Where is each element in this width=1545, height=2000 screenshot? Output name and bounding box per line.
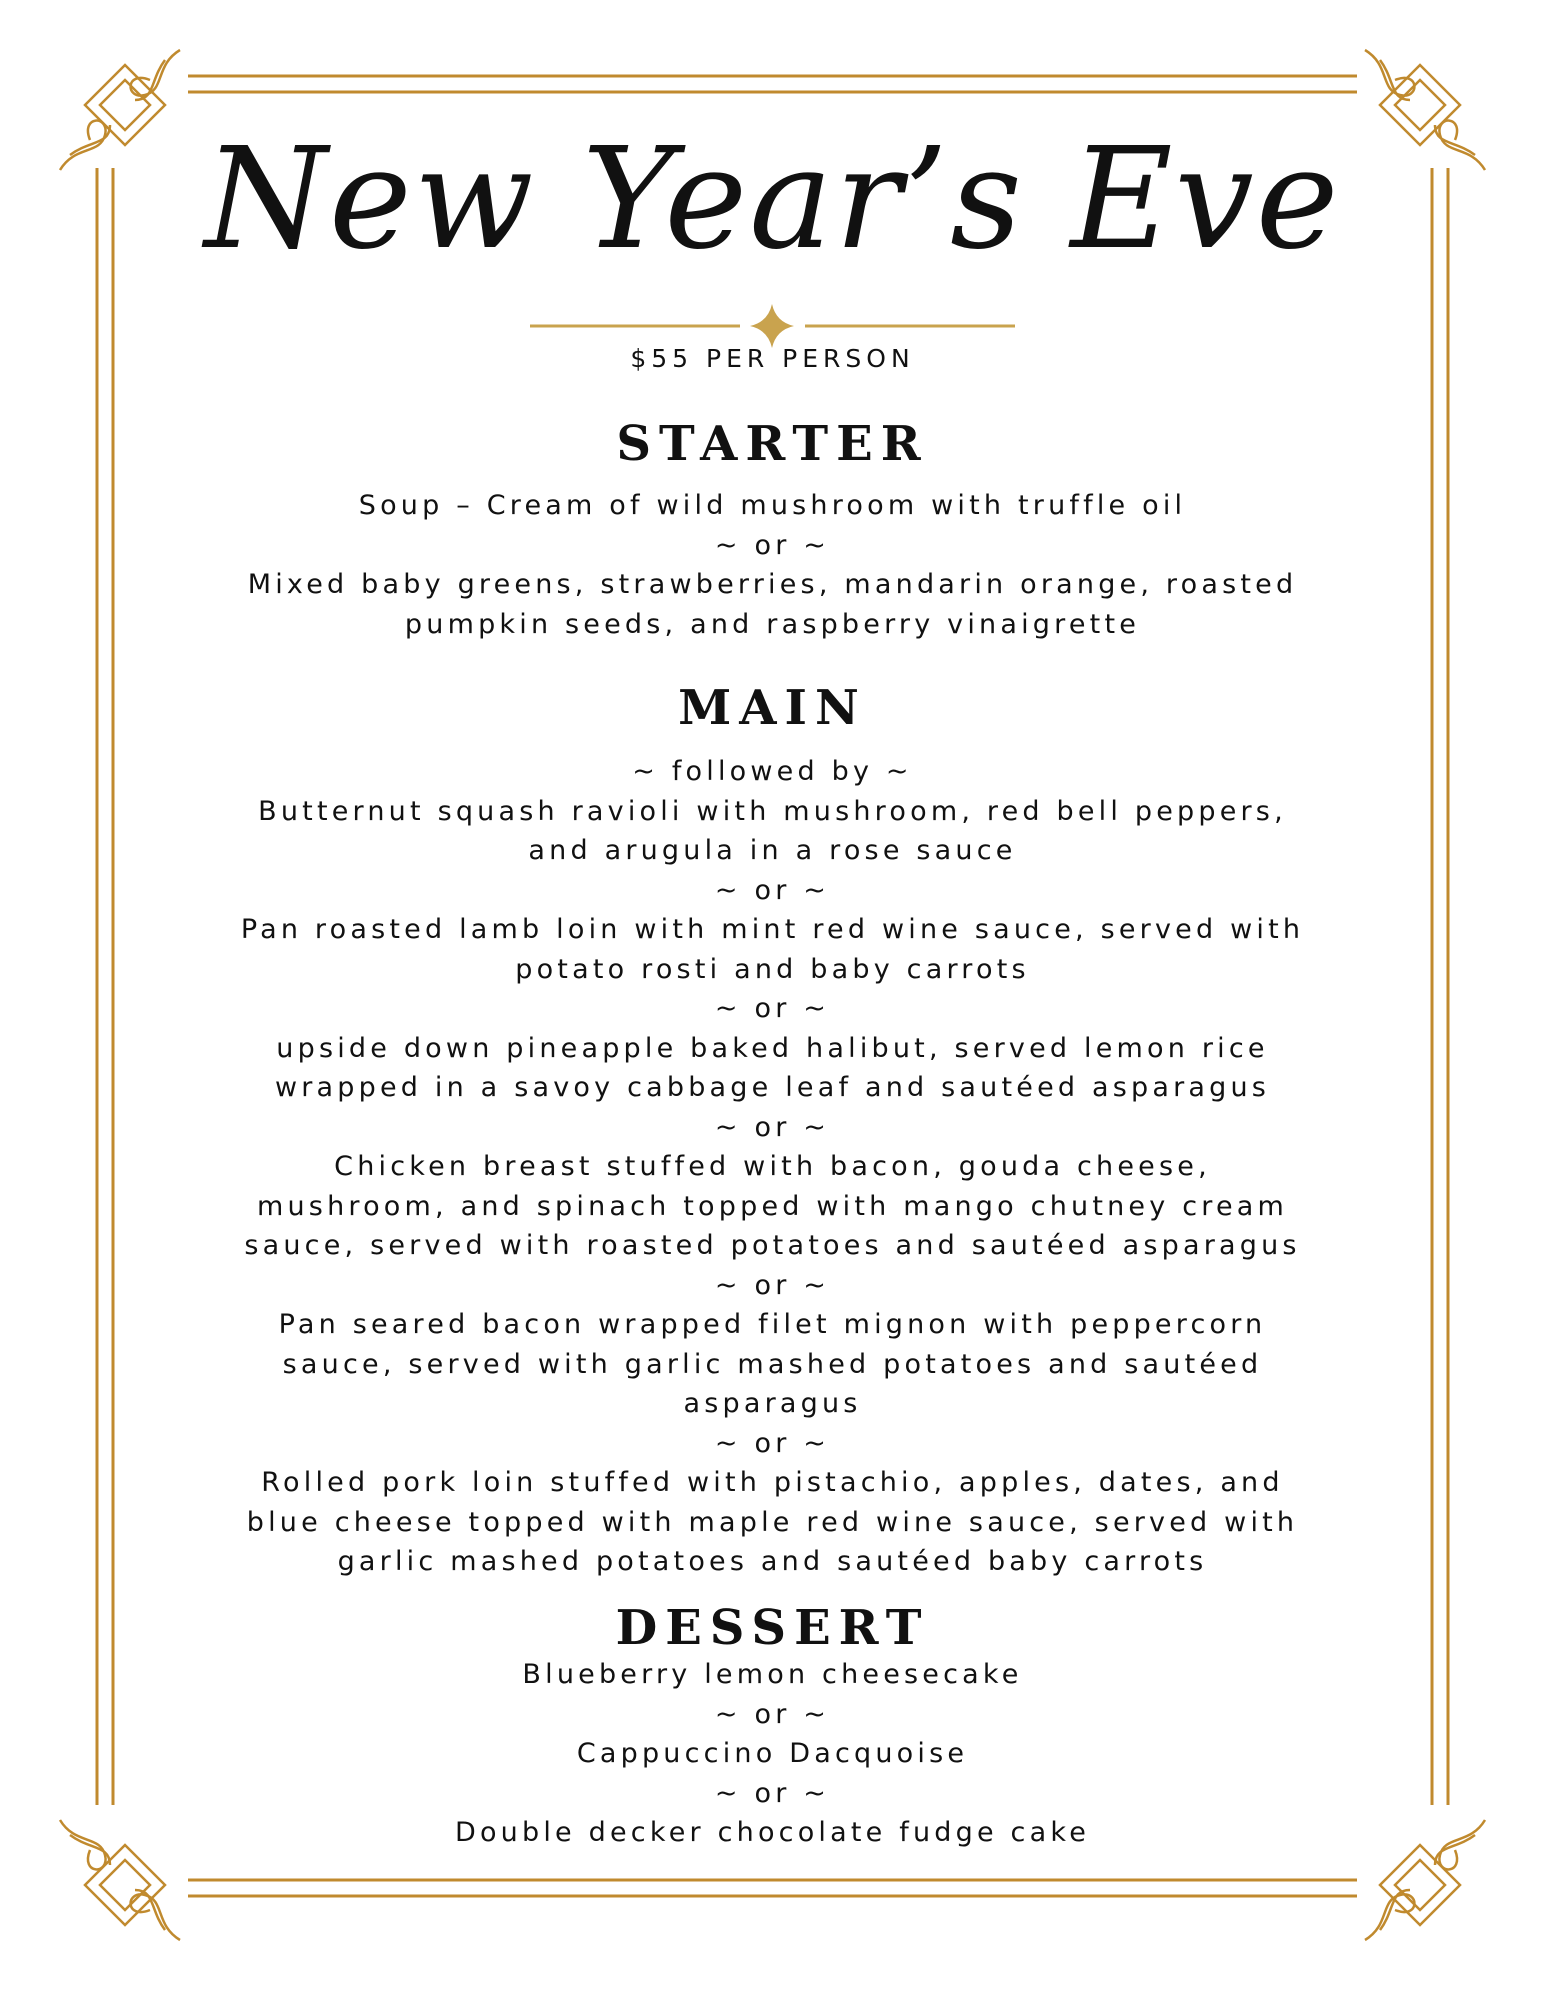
menu-line: Rolled pork loin stuffed with pistachio, apples, dates, and <box>261 1467 1284 1498</box>
menu-line: sauce, served with roasted potatoes and sautéed asparagus <box>244 1230 1301 1261</box>
menu-line: Butternut squash ravioli with mushroom, red bell peppers, <box>258 795 1287 827</box>
menu-line: pumpkin seeds, and raspberry vinaigrette <box>404 608 1141 640</box>
menu-line: sauce, served with garlic mashed potatoes and sautéed <box>282 1348 1263 1380</box>
menu-line: ~ or ~ <box>714 993 831 1024</box>
menu-line: mushroom, and spinach topped with mango chutney cream <box>256 1190 1289 1222</box>
menu-line: Cappuccino Dacquoise <box>576 1738 969 1769</box>
menu-line: garlic mashed potatoes and sautéed baby carrots <box>337 1546 1208 1577</box>
menu-line: Chicken breast stuffed with bacon, gouda cheese, <box>334 1151 1211 1182</box>
main-items <box>160 752 1385 1582</box>
main-heading: MAIN <box>678 680 867 736</box>
menu-line: upside down pineapple baked halibut, served lemon rice <box>276 1032 1269 1064</box>
dessert-heading: DESSERT <box>615 1600 930 1656</box>
starter-items <box>160 486 1385 644</box>
menu-line: Double decker chocolate fudge cake <box>454 1817 1091 1848</box>
menu-line: ~ or ~ <box>714 529 831 561</box>
menu-line: ~ or ~ <box>714 1698 831 1730</box>
menu-line: ~ or ~ <box>714 1427 831 1459</box>
price-per-person: $55 PER PERSON <box>630 344 915 373</box>
menu-line: potato rosti and baby carrots <box>515 953 1030 985</box>
menu-line: Blueberry lemon cheesecake <box>522 1659 1023 1690</box>
menu-line: Mixed baby greens, strawberries, mandarin orange, roasted <box>247 569 1298 600</box>
menu-line: Pan roasted lamb loin with mint red wine sauce, served with <box>240 914 1305 945</box>
menu-line: Soup – Cream of wild mushroom with truffle oil <box>358 490 1187 521</box>
menu-line: and arugula in a rose sauce <box>528 835 1017 866</box>
menu-line: ~ or ~ <box>714 1269 831 1301</box>
menu-title: New Year’s Eve <box>204 118 1341 281</box>
menu-line: ~ followed by ~ <box>632 756 913 787</box>
menu-line: asparagus <box>683 1388 862 1419</box>
menu-line: Pan seared bacon wrapped filet mignon with peppercorn <box>278 1309 1267 1340</box>
menu-line: ~ or ~ <box>714 1777 831 1809</box>
menu-line: ~ or ~ <box>714 874 831 906</box>
menu-line: blue cheese topped with maple red wine sauce, served with <box>246 1506 1299 1538</box>
starter-heading: STARTER <box>616 416 929 472</box>
menu-line: wrapped in a savoy cabbage leaf and sautéed asparagus <box>274 1072 1271 1103</box>
dessert-items <box>160 1655 1385 1853</box>
menu-line: ~ or ~ <box>714 1111 831 1143</box>
